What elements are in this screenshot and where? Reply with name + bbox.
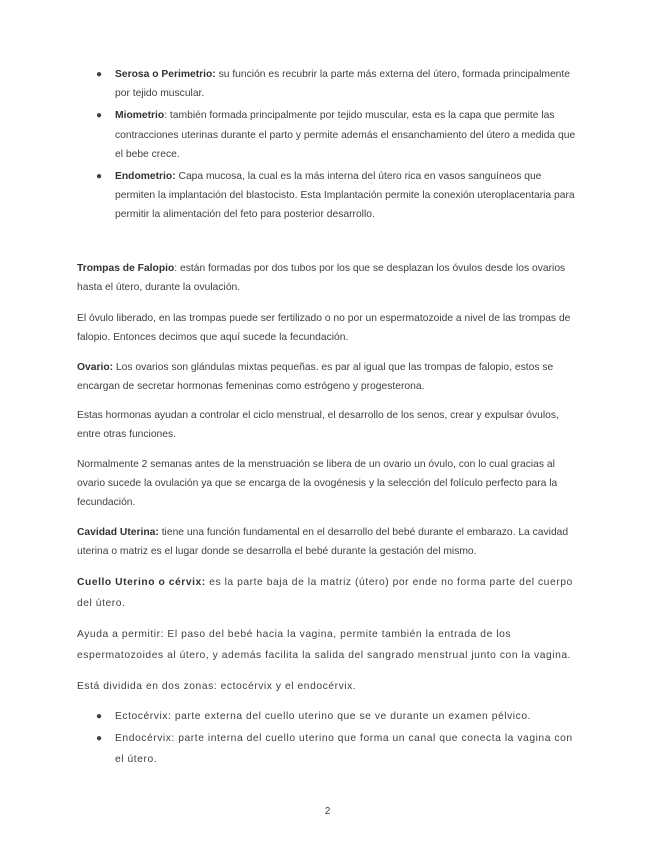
page-number: 2 — [324, 806, 331, 817]
paragraph-ovario — [77, 358, 580, 396]
definition-text: : están formadas por dos tubos por los que se desplazan los óvulos desde los ovarios hasta el útero, durante la ovulación. — [77, 263, 566, 294]
term-cavidad: Cavidad Uterina: — [77, 527, 159, 538]
term-cuello: Cuello Uterino o cérvix: — [77, 577, 206, 588]
zone-text: Endocérvix: parte interna del cuello uterino que forma un canal que conecta la vagina con el útero. — [115, 733, 573, 765]
bullet-icon: ● — [96, 711, 103, 722]
bullet-icon: ● — [96, 733, 103, 744]
term-endometrio: Endometrio: — [115, 171, 176, 183]
paragraph-cuello — [77, 572, 580, 614]
bullet-icon: ● — [96, 171, 103, 183]
definition-text: Capa mucosa, la cual es la más interna del útero rica en vasos sanguíneos que permiten la implantación del blastocisto. Esta Implantación permite la conexión uteroplacentaria para permitir la alimentación del feto para posterior desarrollo. — [115, 171, 575, 221]
list-item — [96, 728, 581, 770]
definition-text: su función es recubrir la parte más externa del útero, formada principalmente por tejido muscular. — [115, 69, 570, 100]
term-serosa: Serosa o Perimetrio: — [115, 69, 216, 80]
term-trompas: Trompas de Falopio — [77, 263, 175, 274]
cervix-zones-list — [96, 706, 581, 773]
paragraph-trompas — [77, 259, 580, 297]
paragraph-ovulacion: Normalmente 2 semanas antes de la menstruación se libera de un ovario un óvulo, con lo cual gracias al ovario sucede la ovulación ya que se encarga de la ovogénesis y la selección del folículo perfecto para la fecundación. — [77, 459, 558, 509]
list-item — [96, 167, 581, 225]
paragraph-ovulo: El óvulo liberado, en las trompas puede ser fertilizado o no por un espermatozoide a nivel de las trompas de falopio. Entonces decimos que aquí sucede la fecundación. — [77, 313, 571, 344]
definition-text: Los ovarios son glándulas mixtas pequeñas. es par al igual que las trompas de falopio, estos se encargan de secretar hormonas femeninas como estrógeno y progesterona. — [77, 362, 554, 393]
paragraph-cavidad — [77, 523, 580, 561]
definition-text: : también formada principalmente por tejido muscular, esta es la capa que permite las contracciones uterinas durante el parto y permite además el ensanchamiento del útero a medida que el bebe crece. — [115, 110, 576, 160]
uterus-layers-list — [96, 65, 581, 228]
paragraph-zonas: Está dividida en dos zonas: ectocérvix y el endocérvix. — [77, 681, 357, 692]
paragraph-hormonas: Estas hormonas ayudan a controlar el ciclo menstrual, el desarrollo de los senos, crear y expulsar óvulos, entre otras funciones. — [77, 410, 559, 441]
definition-text: es la parte baja de la matriz (útero) por ende no forma parte del cuerpo del útero. — [77, 577, 573, 609]
list-item — [96, 706, 581, 727]
bullet-icon: ● — [96, 110, 103, 122]
list-item — [96, 106, 581, 164]
list-item — [96, 65, 581, 103]
term-ovario: Ovario: — [77, 362, 114, 373]
zone-text: Ectocérvix: parte externa del cuello uterino que se ve durante un examen pélvico. — [115, 711, 532, 722]
definition-text: tiene una función fundamental en el desarrollo del bebé durante el embarazo. La cavidad uterina o matriz es el lugar donde se desarrolla el bebé durante la gestación del mismo. — [77, 527, 569, 558]
term-miometrio: Miometrio — [115, 110, 165, 122]
bullet-icon: ● — [96, 69, 103, 80]
paragraph-ayuda: Ayuda a permitir: El paso del bebé hacia la vagina, permite también la entrada de los espermatozoides al útero, y además facilita la salida del sangrado menstrual junto con la vagina. — [77, 629, 572, 661]
